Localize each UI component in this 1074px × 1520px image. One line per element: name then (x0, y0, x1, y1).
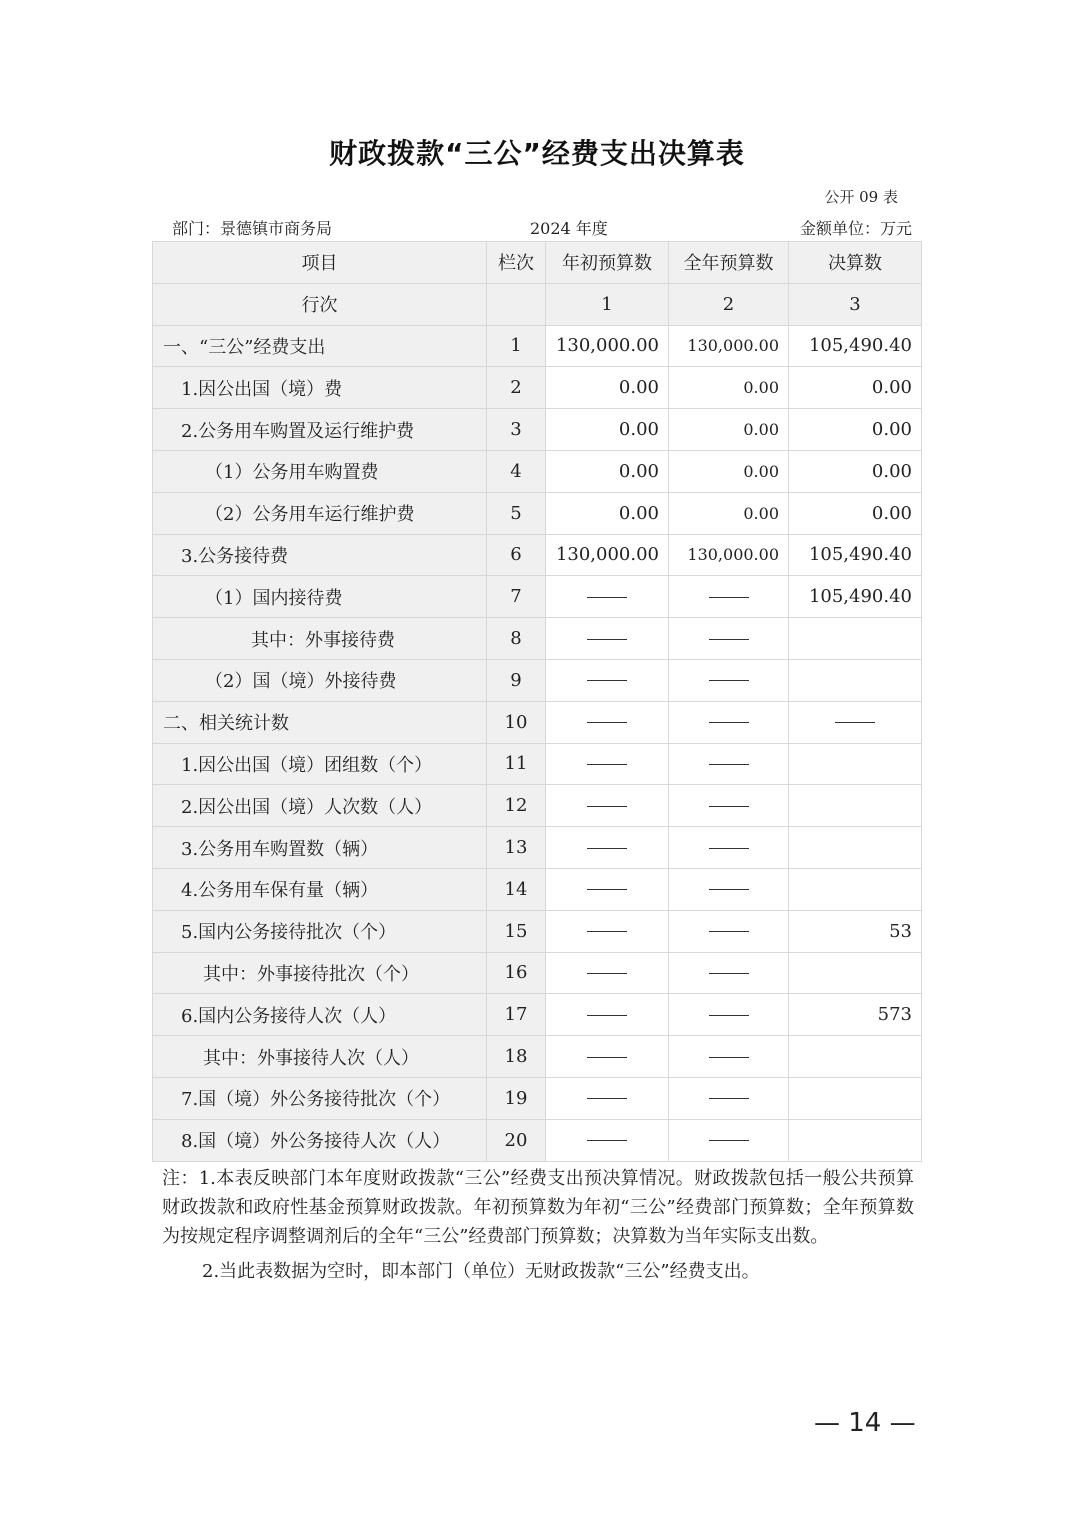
dash-mark (587, 1098, 627, 1099)
row-initial-budget (546, 785, 669, 827)
dash-mark (587, 931, 627, 932)
row-item: 其中：外事接待人次（人） (153, 1036, 487, 1078)
table-meta (172, 216, 912, 238)
dash-mark (709, 639, 749, 640)
table-row (153, 1036, 922, 1078)
subheader-col-2: 2 (669, 283, 789, 325)
row-seq: 13 (487, 827, 546, 869)
row-final-account (789, 1077, 922, 1119)
dash-mark (587, 722, 627, 723)
row-annual-budget: 0.00 (669, 492, 789, 534)
row-initial-budget (546, 1077, 669, 1119)
row-annual-budget (669, 1077, 789, 1119)
table-row (153, 868, 922, 910)
row-final-account (789, 743, 922, 785)
row-annual-budget (669, 576, 789, 618)
header-initial-budget: 年初预算数 (546, 242, 669, 284)
row-seq: 17 (487, 994, 546, 1036)
row-seq: 12 (487, 785, 546, 827)
row-initial-budget (546, 1036, 669, 1078)
row-initial-budget (546, 952, 669, 994)
row-seq: 6 (487, 534, 546, 576)
row-initial-budget (546, 743, 669, 785)
header-row (153, 242, 922, 284)
dash-mark (709, 1057, 749, 1058)
row-final-account: 105,490.40 (789, 534, 922, 576)
row-final-account: 53 (789, 910, 922, 952)
row-annual-budget (669, 618, 789, 660)
row-item: 2.因公出国（境）人次数（人） (153, 785, 487, 827)
department-label: 部门：景德镇市商务局 (172, 219, 333, 238)
row-initial-budget (546, 910, 669, 952)
row-seq: 18 (487, 1036, 546, 1078)
row-annual-budget (669, 1036, 789, 1078)
table-row (153, 325, 922, 367)
subheader-row (153, 283, 922, 325)
dash-mark (709, 889, 749, 890)
dash-mark (709, 848, 749, 849)
dash-mark (587, 973, 627, 974)
row-annual-budget: 130,000.00 (669, 534, 789, 576)
row-final-account (789, 827, 922, 869)
subheader-row-number: 行次 (153, 283, 487, 325)
dash-mark (587, 1140, 627, 1141)
row-initial-budget: 0.00 (546, 492, 669, 534)
row-annual-budget (669, 743, 789, 785)
row-annual-budget (669, 785, 789, 827)
subheader-blank (487, 283, 546, 325)
row-initial-budget: 0.00 (546, 409, 669, 451)
row-final-account: 573 (789, 994, 922, 1036)
row-seq: 4 (487, 450, 546, 492)
row-item: 1.因公出国（境）团组数（个） (153, 743, 487, 785)
row-annual-budget (669, 701, 789, 743)
table-row (153, 785, 922, 827)
row-item: 8.国（境）外公务接待人次（人） (153, 1119, 487, 1161)
header-annual-budget: 全年预算数 (669, 242, 789, 284)
row-initial-budget (546, 868, 669, 910)
dash-mark (709, 1098, 749, 1099)
row-annual-budget: 0.00 (669, 409, 789, 451)
row-item: 二、相关统计数 (153, 701, 487, 743)
row-annual-budget (669, 952, 789, 994)
row-seq: 9 (487, 659, 546, 701)
row-seq: 10 (487, 701, 546, 743)
three-public-expenses-table (152, 241, 922, 1162)
page-number: — 14 — (814, 1408, 916, 1438)
dash-mark (587, 889, 627, 890)
dash-mark (709, 973, 749, 974)
row-annual-budget: 0.00 (669, 450, 789, 492)
table-row (153, 576, 922, 618)
row-item: （1）国内接待费 (153, 576, 487, 618)
row-item: 4.公务用车保有量（辆） (153, 868, 487, 910)
dash-mark (587, 1057, 627, 1058)
dash-mark (587, 597, 627, 598)
row-annual-budget (669, 994, 789, 1036)
row-initial-budget (546, 1119, 669, 1161)
row-seq: 7 (487, 576, 546, 618)
row-final-account (789, 785, 922, 827)
row-final-account (789, 701, 922, 743)
subheader-col-1: 1 (546, 283, 669, 325)
dash-mark (709, 1140, 749, 1141)
row-seq: 19 (487, 1077, 546, 1119)
row-seq: 2 (487, 367, 546, 409)
fiscal-year: 2024 年度 (530, 219, 608, 238)
dash-mark (835, 722, 875, 723)
dash-mark (709, 806, 749, 807)
row-initial-budget (546, 659, 669, 701)
row-item: （2）公务用车运行维护费 (153, 492, 487, 534)
row-item: 6.国内公务接待人次（人） (153, 994, 487, 1036)
table-row (153, 618, 922, 660)
row-seq: 16 (487, 952, 546, 994)
row-initial-budget (546, 994, 669, 1036)
notes (162, 1164, 914, 1286)
row-final-account (789, 659, 922, 701)
row-item: 2.公务用车购置及运行维护费 (153, 409, 487, 451)
row-final-account: 105,490.40 (789, 325, 922, 367)
row-final-account: 105,490.40 (789, 576, 922, 618)
row-item: 其中：外事接待费 (153, 618, 487, 660)
row-initial-budget (546, 827, 669, 869)
row-annual-budget (669, 1119, 789, 1161)
subheader-col-3: 3 (789, 283, 922, 325)
table-row (153, 659, 922, 701)
table-row (153, 994, 922, 1036)
dash-mark (587, 639, 627, 640)
amount-unit: 金额单位：万元 (799, 219, 912, 238)
dash-mark (709, 931, 749, 932)
dash-mark (709, 680, 749, 681)
row-item: 其中：外事接待批次（个） (153, 952, 487, 994)
row-item: （1）公务用车购置费 (153, 450, 487, 492)
table-row (153, 492, 922, 534)
table-row (153, 952, 922, 994)
row-final-account (789, 952, 922, 994)
row-item: 3.公务用车购置数（辆） (153, 827, 487, 869)
row-item: 7.国（境）外公务接待批次（个） (153, 1077, 487, 1119)
header-item: 项目 (153, 242, 487, 284)
dash-mark (587, 806, 627, 807)
dash-mark (587, 680, 627, 681)
row-final-account (789, 618, 922, 660)
page-title: 财政拨款“三公”经费支出决算表 (329, 137, 745, 170)
form-number: 公开 09 表 (824, 188, 898, 206)
row-item: 1.因公出国（境）费 (153, 367, 487, 409)
row-final-account (789, 1036, 922, 1078)
dash-mark (587, 764, 627, 765)
row-seq: 20 (487, 1119, 546, 1161)
dash-mark (709, 1015, 749, 1016)
row-final-account (789, 1119, 922, 1161)
row-annual-budget (669, 659, 789, 701)
row-annual-budget: 0.00 (669, 367, 789, 409)
row-seq: 14 (487, 868, 546, 910)
row-final-account: 0.00 (789, 367, 922, 409)
row-item: 3.公务接待费 (153, 534, 487, 576)
table-row (153, 827, 922, 869)
row-seq: 3 (487, 409, 546, 451)
row-item: 一、“三公”经费支出 (153, 325, 487, 367)
row-annual-budget (669, 827, 789, 869)
row-final-account (789, 868, 922, 910)
row-seq: 15 (487, 910, 546, 952)
row-final-account: 0.00 (789, 409, 922, 451)
row-initial-budget (546, 576, 669, 618)
table-row (153, 450, 922, 492)
row-initial-budget: 0.00 (546, 367, 669, 409)
dash-mark (709, 597, 749, 598)
row-annual-budget: 130,000.00 (669, 325, 789, 367)
row-item: 5.国内公务接待批次（个） (153, 910, 487, 952)
row-initial-budget (546, 618, 669, 660)
note-2: 2.当此表数据为空时，即本部门（单位）无财政拨款“三公”经费支出。 (202, 1261, 760, 1282)
row-seq: 8 (487, 618, 546, 660)
row-initial-budget: 130,000.00 (546, 325, 669, 367)
header-seq: 栏次 (487, 242, 546, 284)
row-item: （2）国（境）外接待费 (153, 659, 487, 701)
row-initial-budget: 0.00 (546, 450, 669, 492)
table-row (153, 1077, 922, 1119)
table-row (153, 701, 922, 743)
dash-mark (709, 764, 749, 765)
row-initial-budget (546, 701, 669, 743)
table-row (153, 409, 922, 451)
note-1: 注：1.本表反映部门本年度财政拨款“三公”经费支出预决算情况。财政拨款包括一般公共预算财政拨款和政府性基金预算财政拨款。年初预算数为年初“三公”经费部门预算数；全年预算数为按规定程序调整调剂后的全年“三公”经费部门预算数；决算数为当年实际支出数。 (162, 1168, 914, 1247)
row-initial-budget: 130,000.00 (546, 534, 669, 576)
header-final-account: 决算数 (789, 242, 922, 284)
table-row (153, 743, 922, 785)
table-row (153, 910, 922, 952)
row-seq: 1 (487, 325, 546, 367)
table-row (153, 534, 922, 576)
table-row (153, 367, 922, 409)
row-seq: 5 (487, 492, 546, 534)
dash-mark (587, 1015, 627, 1016)
row-annual-budget (669, 910, 789, 952)
table-row (153, 1119, 922, 1161)
row-annual-budget (669, 868, 789, 910)
dash-mark (587, 848, 627, 849)
row-final-account: 0.00 (789, 492, 922, 534)
dash-mark (709, 722, 749, 723)
row-seq: 11 (487, 743, 546, 785)
row-final-account: 0.00 (789, 450, 922, 492)
